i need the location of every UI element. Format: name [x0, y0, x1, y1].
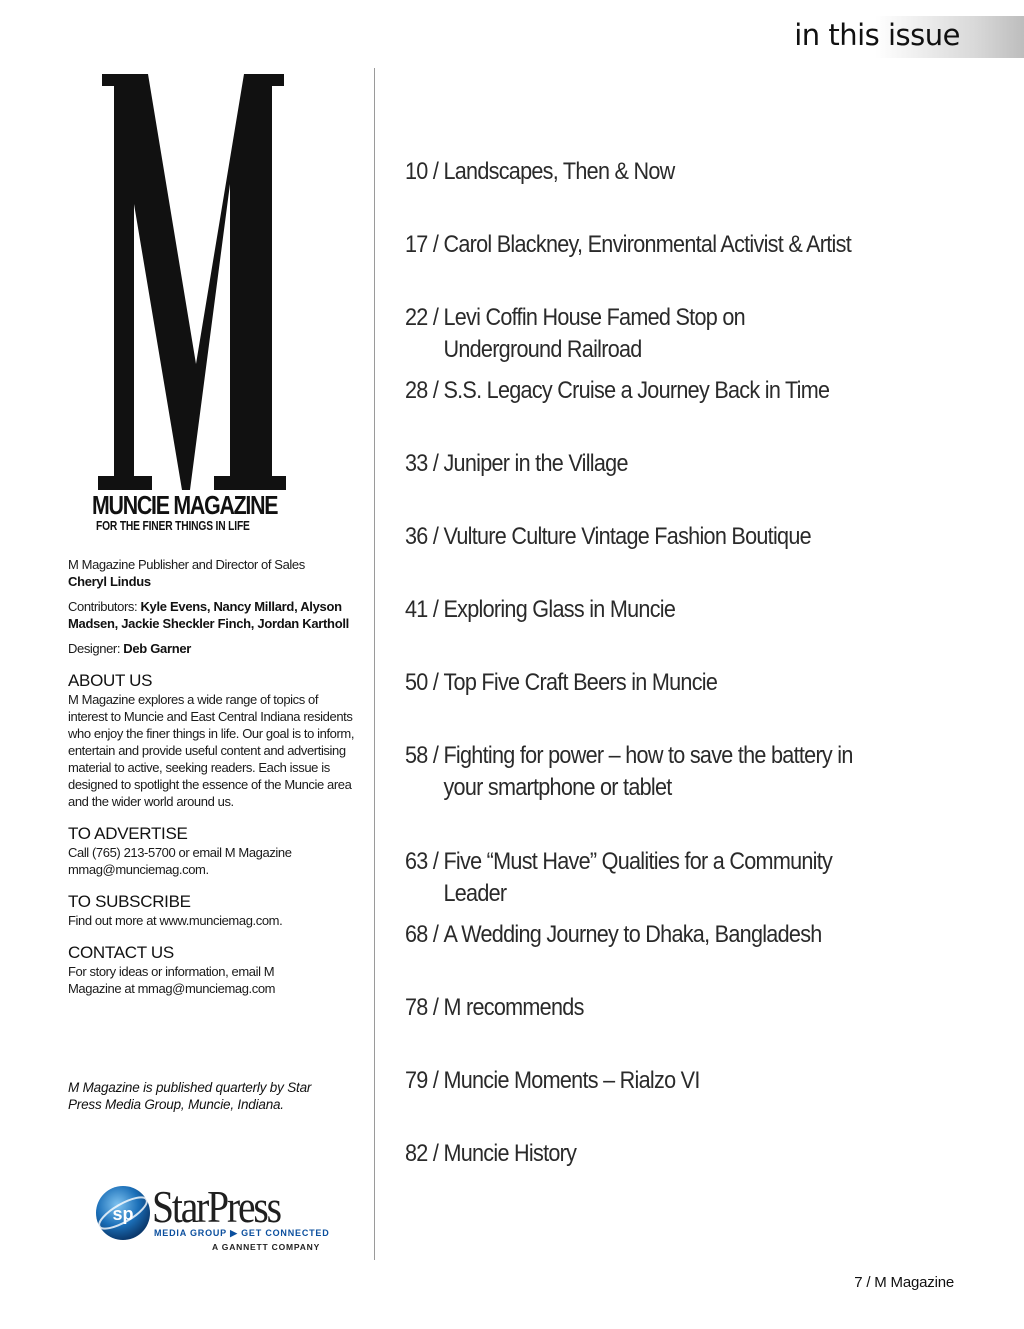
- toc-separator: /: [427, 1140, 444, 1167]
- toc-page-number: 10: [405, 158, 428, 185]
- globe-icon: [94, 1184, 152, 1242]
- toc-title: S.S. Legacy Cruise a Journey Back in Time: [443, 377, 830, 404]
- published-note: M Magazine is published quarterly by Star Press Media Group, Muncie, Indiana.: [68, 1080, 312, 1112]
- toc-entry: [405, 594, 866, 626]
- toc-separator: /: [427, 596, 444, 623]
- toc-title: Carol Blackney, Environmental Activist & Artist: [443, 231, 851, 258]
- toc-entry: [405, 302, 866, 366]
- toc-page-number: 33: [405, 450, 428, 477]
- toc-entry: [405, 667, 866, 699]
- advertise-heading: TO ADVERTISE: [68, 824, 188, 843]
- toc-entry: [405, 229, 866, 261]
- publisher-name: Cheryl Lindus: [68, 574, 151, 589]
- contributors-label: Contributors:: [68, 599, 138, 614]
- toc-entry: [405, 846, 866, 910]
- toc-separator: /: [427, 742, 444, 769]
- section-title: in this issue: [794, 18, 960, 52]
- toc-page-number: 28: [405, 377, 428, 404]
- toc-entry: [405, 156, 866, 188]
- toc-entry: [405, 919, 866, 951]
- toc-separator: /: [427, 994, 444, 1021]
- toc-page-number: 41: [405, 596, 428, 623]
- toc-separator: /: [427, 921, 444, 948]
- toc-entry: [405, 992, 866, 1024]
- toc-separator: /: [427, 669, 444, 696]
- toc-page-number: 78: [405, 994, 428, 1021]
- toc-title: Exploring Glass in Muncie: [443, 596, 676, 623]
- toc-title: Top Five Craft Beers in Muncie: [443, 669, 718, 696]
- page-number: 7 / M Magazine: [854, 1274, 954, 1291]
- toc-entry: [405, 1065, 866, 1097]
- designer-label: Designer:: [68, 641, 121, 656]
- toc-entry: [405, 521, 866, 553]
- starpress-logo: [94, 1181, 330, 1260]
- toc-entry: [405, 1138, 866, 1170]
- toc-title: M recommends: [443, 994, 584, 1021]
- toc-title: A Wedding Journey to Dhaka, Bangladesh: [443, 921, 822, 948]
- subscribe-text: Find out more at www.munciemag.com.: [68, 913, 283, 928]
- toc-title: Juniper in the Village: [443, 450, 628, 477]
- toc-page-number: 22: [405, 304, 428, 331]
- about-heading: ABOUT US: [68, 671, 153, 690]
- toc-separator: /: [427, 231, 444, 258]
- masthead-sidebar: [68, 556, 358, 997]
- toc-page-number: 63: [405, 848, 428, 875]
- column-divider: [374, 68, 375, 1260]
- toc-title: Levi Coffin House Famed Stop on Underground Railroad: [443, 304, 745, 363]
- toc-separator: /: [427, 304, 444, 331]
- toc-separator: /: [427, 523, 444, 550]
- toc-page-number: 79: [405, 1067, 428, 1094]
- gannett-line: A GANNETT COMPANY: [212, 1242, 321, 1252]
- subscribe-heading: TO SUBSCRIBE: [68, 892, 191, 911]
- toc-title: Vulture Culture Vintage Fashion Boutique: [443, 523, 811, 550]
- publisher-label: M Magazine Publisher and Director of Sales: [68, 557, 305, 572]
- starpress-wordmark: StarPress: [152, 1181, 280, 1232]
- toc-separator: /: [427, 377, 444, 404]
- toc-title: Fighting for power – how to save the battery in your smartphone or tablet: [443, 742, 853, 801]
- toc-entry: [405, 448, 866, 480]
- contributors-names: Kyle Evens, Nancy Millard, Alyson Madsen, Jackie Sheckler Finch, Jordan Kartholl: [68, 599, 349, 631]
- toc-entry: [405, 375, 866, 407]
- designer-name: Deb Garner: [123, 641, 192, 656]
- contact-text: For story ideas or information, email M Magazine at mmag@munciemag.com: [68, 964, 276, 996]
- logo-name: MUNCIE MAGAZINE: [92, 490, 278, 520]
- toc-title: Landscapes, Then & Now: [443, 158, 675, 185]
- toc-page-number: 68: [405, 921, 428, 948]
- toc-separator: /: [427, 450, 444, 477]
- toc-page-number: 50: [405, 669, 428, 696]
- toc-page-number: 17: [405, 231, 428, 258]
- toc-page-number: 36: [405, 523, 428, 550]
- toc-title: Muncie History: [443, 1140, 577, 1167]
- svg-text:sp: sp: [112, 1204, 134, 1224]
- toc-entry: [405, 740, 866, 804]
- contact-heading: CONTACT US: [68, 943, 174, 962]
- m-logo: [96, 64, 288, 494]
- toc-separator: /: [427, 848, 444, 875]
- toc-page-number: 58: [405, 742, 428, 769]
- about-text: M Magazine explores a wide range of topics of interest to Muncie and East Central Indiana residents who enjoy the finer things in life. Our goal is to inform, entertain and provide useful content and advertising material to active, seeking readers. Each issue is designed to spotlight the essence of the Muncie area and the wider world around us.: [68, 692, 355, 809]
- toc-separator: /: [427, 1067, 444, 1094]
- toc-title: Muncie Moments – Rialzo VI: [443, 1067, 700, 1094]
- advertise-text: Call (765) 213-5700 or email M Magazine mmag@munciemag.com.: [68, 845, 292, 877]
- toc-title: Five “Must Have” Qualities for a Community Leader: [443, 848, 833, 907]
- starpress-tagline: MEDIA GROUP ▶ GET CONNECTED: [154, 1228, 330, 1238]
- toc-page-number: 82: [405, 1140, 428, 1167]
- logo-tagline: FOR THE FINER THINGS IN LIFE: [96, 519, 250, 533]
- toc-separator: /: [427, 158, 444, 185]
